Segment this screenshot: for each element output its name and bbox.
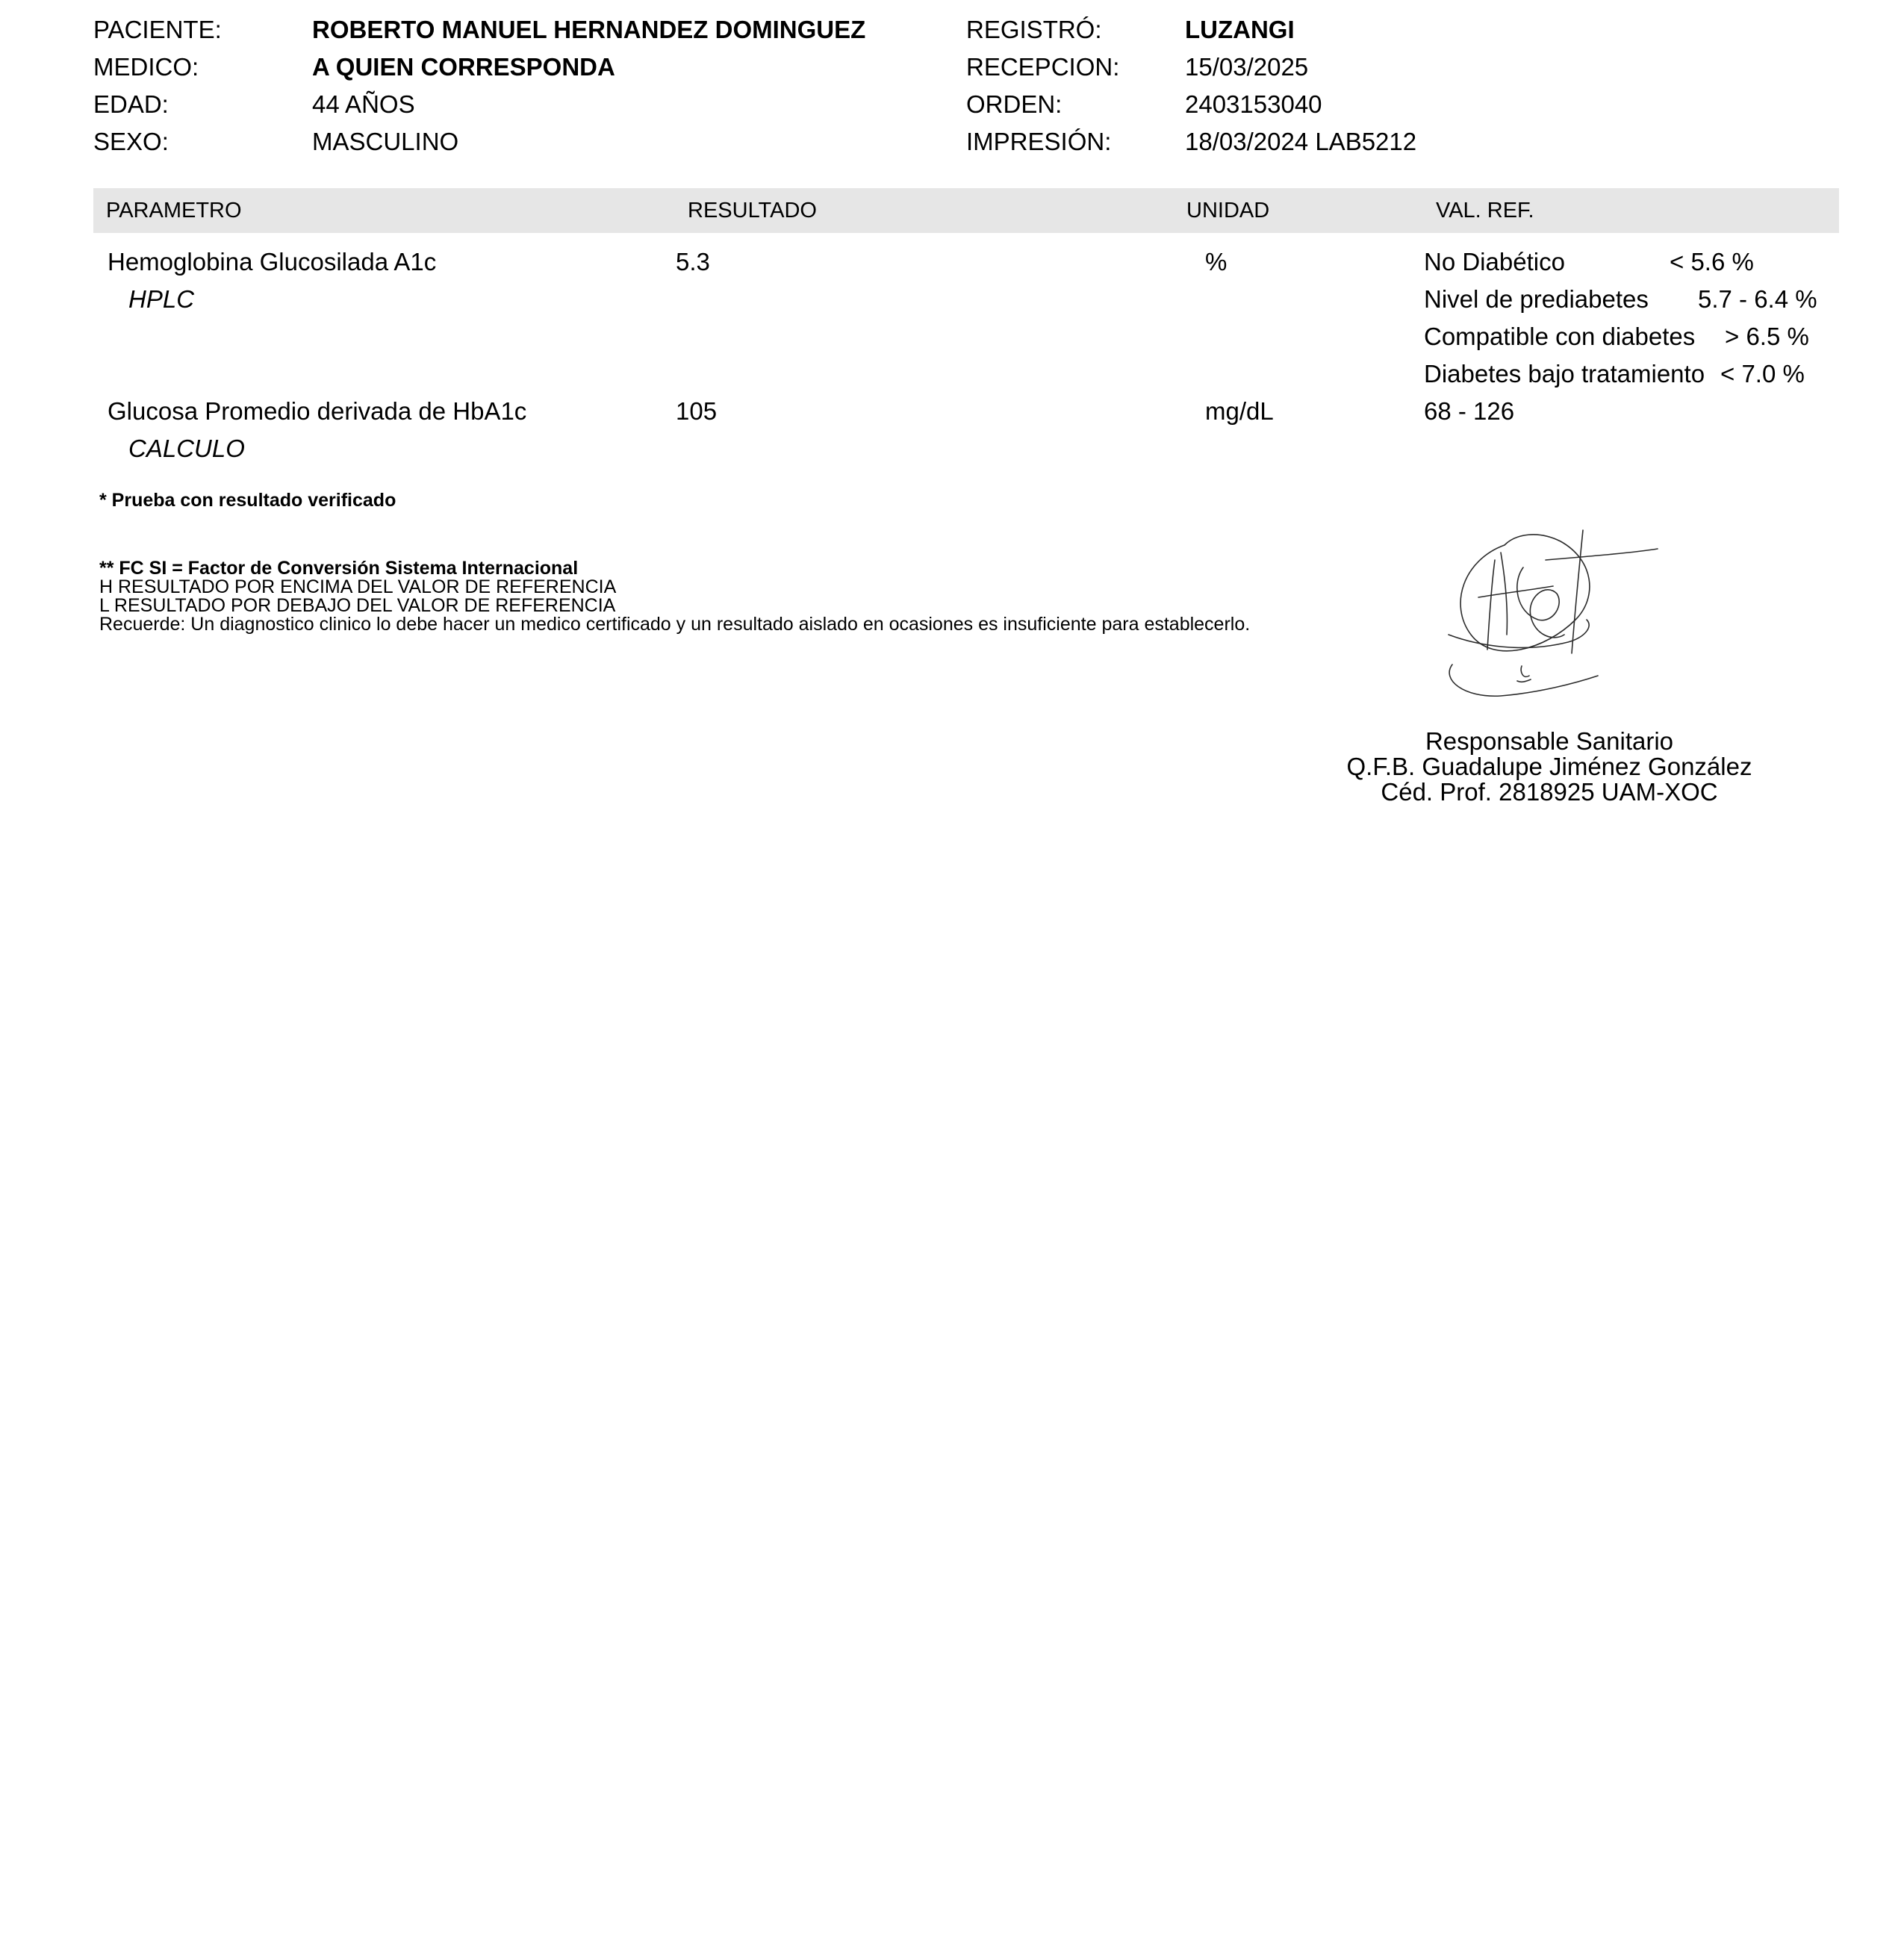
sex-label: SEXO: xyxy=(93,128,169,155)
doctor-label: MEDICO: xyxy=(93,53,199,81)
result-value: 105 xyxy=(676,397,718,425)
reference-value: 5.7 - 6.4 % xyxy=(1698,285,1817,313)
reference-value: > 6.5 % xyxy=(1725,323,1809,350)
header-reference: VAL. REF. xyxy=(1436,199,1534,223)
reference-label: Diabetes bajo tratamiento xyxy=(1424,360,1705,388)
age-value: 44 AÑOS xyxy=(312,90,415,118)
patient-label: PACIENTE: xyxy=(93,16,222,43)
parameter-method: CALCULO xyxy=(128,435,245,462)
high-result-note: H RESULTADO POR ENCIMA DEL VALOR DE REFERENCIA xyxy=(99,576,617,597)
unit-value: % xyxy=(1205,248,1228,276)
reference-label: Nivel de prediabetes xyxy=(1424,285,1649,313)
order-label: ORDEN: xyxy=(966,90,1063,118)
print-label: IMPRESIÓN: xyxy=(966,128,1112,155)
reference-value: < 5.6 % xyxy=(1670,248,1754,276)
parameter-method: HPLC xyxy=(128,285,195,313)
signature-license: Céd. Prof. 2818925 UAM-XOC xyxy=(1381,778,1718,806)
verified-note: * Prueba con resultado verificado xyxy=(99,490,396,511)
age-label: EDAD: xyxy=(93,90,169,118)
parameter-name: Hemoglobina Glucosilada A1c xyxy=(108,248,437,276)
parameter-name: Glucosa Promedio derivada de HbA1c xyxy=(108,397,527,425)
sex-value: MASCULINO xyxy=(312,128,459,155)
reception-label: RECEPCION: xyxy=(966,53,1120,81)
signature-name: Q.F.B. Guadalupe Jiménez González xyxy=(1346,753,1752,780)
order-value: 2403153040 xyxy=(1185,90,1322,118)
reminder-note: Recuerde: Un diagnostico clinico lo debe hacer un medico certificado y un resultado aislado en ocasiones es insuficiente para establecerlo. xyxy=(99,614,1251,635)
results-table-header xyxy=(93,188,1839,233)
print-value: 18/03/2024 LAB5212 xyxy=(1185,128,1417,155)
header-parameter: PARAMETRO xyxy=(106,199,242,223)
unit-value: mg/dL xyxy=(1205,397,1274,425)
doctor-value: A QUIEN CORRESPONDA xyxy=(312,53,615,81)
fc-si-note: ** FC SI = Factor de Conversión Sistema Internacional xyxy=(99,558,579,579)
signature-role: Responsable Sanitario xyxy=(1425,727,1674,755)
reference-label: Compatible con diabetes xyxy=(1424,323,1696,350)
registered-label: REGISTRÓ: xyxy=(966,16,1102,43)
patient-value: ROBERTO MANUEL HERNANDEZ DOMINGUEZ xyxy=(312,16,866,43)
header-result: RESULTADO xyxy=(688,199,817,223)
low-result-note: L RESULTADO POR DEBAJO DEL VALOR DE REFERENCIA xyxy=(99,595,616,616)
reception-value: 15/03/2025 xyxy=(1185,53,1309,81)
reference-range: 68 - 126 xyxy=(1424,397,1515,425)
result-value: 5.3 xyxy=(676,248,710,276)
reference-label: No Diabético xyxy=(1424,248,1565,276)
header-unit: UNIDAD xyxy=(1186,199,1270,223)
registered-value: LUZANGI xyxy=(1185,16,1295,43)
reference-value: < 7.0 % xyxy=(1720,360,1805,388)
handwritten-signature xyxy=(1434,523,1673,709)
